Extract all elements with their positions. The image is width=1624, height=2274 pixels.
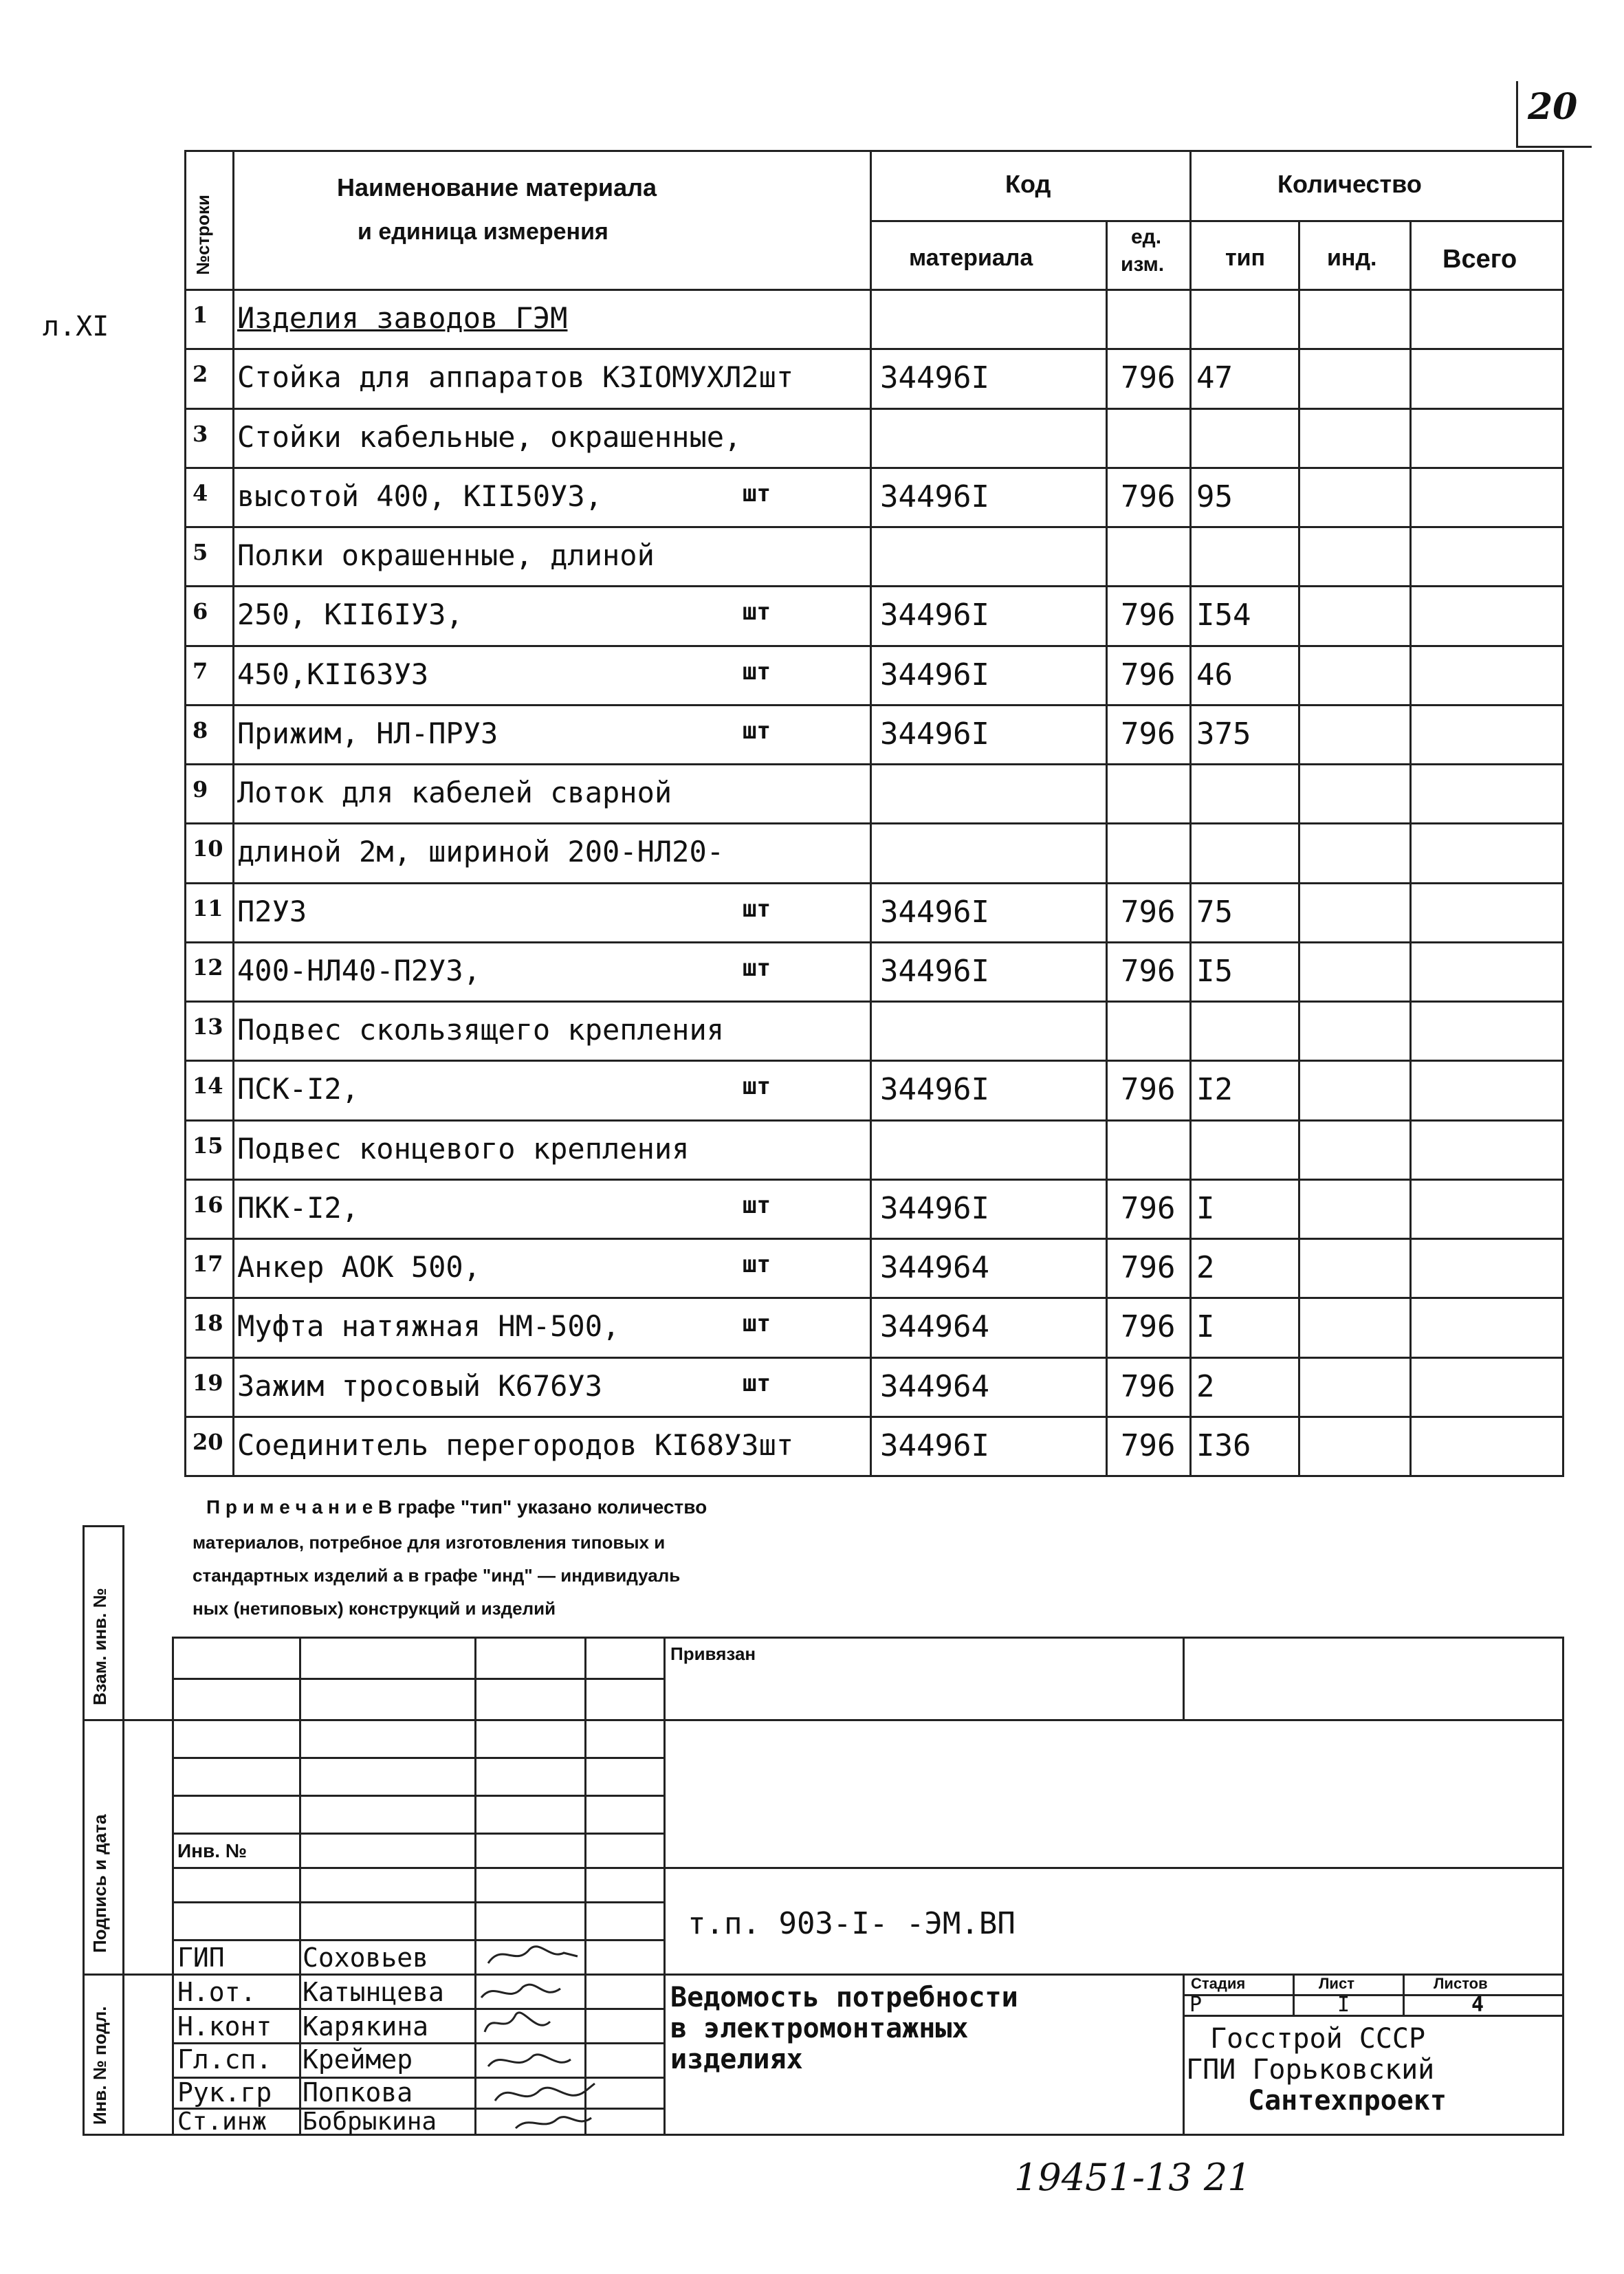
header-name-line1: Наименование материала: [337, 173, 657, 201]
side-strip-sep2: [83, 1974, 122, 1976]
role-1-name: Катынцева: [303, 1977, 444, 2007]
row-divider: [184, 1119, 1564, 1122]
header-code: Код: [1005, 170, 1051, 198]
row-name: высотой 400, КII50УЗ,: [237, 479, 603, 513]
header-row-no: №строки: [193, 195, 213, 275]
row-name: Подвес концевого крепления: [237, 1131, 690, 1166]
row-qty-type: 2: [1196, 1250, 1215, 1285]
row-unit-code: 796: [1121, 1190, 1176, 1226]
row-code: 344964: [880, 1250, 989, 1285]
row-number: 6: [193, 598, 208, 625]
row-code: 344964: [880, 1368, 989, 1404]
note-line3: стандартных изделий а в графе "инд" — индивидуаль: [193, 1565, 681, 1586]
left-mark: л.XI: [43, 311, 109, 342]
stamp-row-d: [172, 1795, 663, 1797]
row-unit: шт: [743, 657, 771, 686]
header-quantity: Количество: [1277, 170, 1422, 198]
row-number: 8: [193, 717, 208, 743]
row-number: 9: [193, 776, 208, 802]
corner-vline: [1516, 81, 1518, 146]
stamp-col-4: [663, 1637, 666, 2134]
bottom-handwriting: 19451-13 21: [1014, 2156, 1251, 2199]
row-name: Стойки кабельные, окрашенные,: [237, 419, 742, 454]
row-divider: [184, 645, 1564, 647]
row-divider: [184, 763, 1564, 765]
row-divider: [184, 941, 1564, 943]
stamp-top: [172, 1637, 1564, 1639]
row-divider: [184, 1238, 1564, 1240]
note-line4: ных (нетиповых) конструкций и изделий: [193, 1598, 556, 1619]
row-name: 250, КII6IУЗ,: [237, 598, 463, 632]
side-strip-right: [122, 1525, 124, 2134]
signature-4: [488, 2055, 571, 2066]
row-name: Стойка для аппаратов КЗIОМУХЛ2шт: [237, 360, 794, 395]
stamp-row-a: [172, 1678, 663, 1680]
row-number: 19: [193, 1369, 223, 1396]
row-unit-code: 796: [1121, 1309, 1176, 1345]
stamp-org-line2: ГПИ Горьковский: [1186, 2054, 1435, 2086]
note-line1: П р и м е ч а н и е В графе "тип" указано количество: [206, 1496, 707, 1518]
header-name-line2: и единица измерения: [358, 219, 608, 245]
stamp-row-f: [172, 1867, 1564, 1869]
signatures: [474, 1939, 663, 2134]
header-bottom: [184, 289, 1564, 291]
row-unit-code: 796: [1121, 1072, 1176, 1108]
stamp-stage-label: Стадия: [1191, 1975, 1246, 1992]
stamp-row-c: [172, 1757, 663, 1759]
row-name: 400-НЛ40-П2УЗ,: [237, 953, 481, 987]
stamp-privyazan: Привязан: [670, 1643, 756, 1664]
row-code: 34496I: [880, 1190, 989, 1226]
role-0-name: Соховьев: [303, 1943, 429, 1973]
signature-2: [481, 1985, 560, 1998]
row-number: 18: [193, 1310, 223, 1337]
role-5: Ст.инж: [177, 2108, 267, 2136]
row-number: 4: [193, 479, 208, 506]
stamp-sheet-label: Лист: [1319, 1975, 1354, 1992]
role-3: Гл.сп.: [177, 2044, 272, 2075]
stamp-title-line2: в электромонтажных: [670, 2013, 969, 2044]
row-qty-type: 46: [1196, 657, 1233, 692]
row-unit: шт: [743, 1251, 771, 1278]
row-qty-type: 375: [1196, 716, 1251, 752]
stamp-doc-code: т.п. 903-I- -ЭМ.ВП: [688, 1906, 1016, 1941]
row-code: 34496I: [880, 360, 989, 396]
side-strip-top: [83, 1525, 122, 1527]
side-strip-left: [83, 1525, 85, 2134]
row-name: П2УЗ: [237, 894, 307, 928]
row-divider: [184, 467, 1564, 469]
role-2-name: Карякина: [303, 2011, 429, 2042]
row-divider: [184, 882, 1564, 884]
row-unit: шт: [743, 1369, 771, 1397]
row-divider: [184, 585, 1564, 587]
header-code-unit-2: изм.: [1121, 253, 1165, 276]
row-divider: [184, 1475, 1564, 1477]
stamp-title-line3: изделиях: [670, 2044, 803, 2075]
row-name: Изделия заводов ГЭМ: [237, 301, 568, 335]
row-unit: шт: [743, 954, 771, 982]
row-unit-code: 796: [1121, 894, 1176, 930]
row-number: 7: [193, 657, 208, 684]
row-divider: [184, 822, 1564, 824]
row-divider: [184, 1179, 1564, 1181]
row-unit-code: 796: [1121, 1368, 1176, 1404]
row-number: 10: [193, 835, 223, 862]
stamp-sheet: I: [1337, 1993, 1350, 2017]
row-unit-code: 796: [1121, 360, 1176, 396]
role-0: ГИП: [177, 1943, 225, 1973]
row-unit: шт: [743, 1073, 771, 1101]
row-divider: [184, 1060, 1564, 1062]
row-qty-type: I5: [1196, 953, 1233, 989]
row-number: 12: [193, 954, 223, 981]
row-unit: шт: [743, 717, 771, 745]
signature-3: [485, 2013, 550, 2032]
stamp-row-g: [172, 1901, 663, 1903]
stamp-row-e: [172, 1833, 663, 1835]
row-code: 34496I: [880, 716, 989, 752]
row-unit: шт: [743, 479, 771, 507]
row-unit-code: 796: [1121, 657, 1176, 692]
row-number: 3: [193, 420, 208, 447]
row-unit: шт: [743, 598, 771, 626]
row-divider: [184, 1357, 1564, 1359]
row-name: Полки окрашенные, длиной: [237, 538, 655, 572]
stamp-inv-no: Инв. №: [177, 1840, 248, 1861]
header-code-unit-1: ед.: [1131, 226, 1162, 248]
stamp-stage-mid: [1183, 1994, 1564, 1996]
header-qty-total: Всего: [1442, 245, 1517, 274]
header-mid: [870, 220, 1564, 222]
stamp-title-line1: Ведомость потребности: [670, 1982, 1018, 2013]
stamp-stage: Р: [1189, 1993, 1203, 2017]
stamp-stage-bottom: [1183, 2015, 1564, 2017]
row-unit-code: 796: [1121, 716, 1176, 752]
row-name: Лоток для кабелей сварной: [237, 776, 672, 809]
row-divider: [184, 408, 1564, 410]
row-number: 1: [193, 302, 208, 328]
role-4-name: Попкова: [303, 2077, 413, 2108]
row-code: 34496I: [880, 479, 989, 514]
side-label-inv: Инв. № подл.: [89, 2006, 110, 2125]
stamp-row-b: [122, 1719, 663, 1721]
row-number: 15: [193, 1132, 223, 1159]
stamp-priv-bottom: [663, 1719, 1564, 1721]
row-number: 2: [193, 361, 208, 388]
role-1: Н.от.: [177, 1977, 256, 2007]
row-qty-type: 2: [1196, 1368, 1215, 1404]
row-number: 5: [193, 539, 208, 565]
row-unit-code: 796: [1121, 953, 1176, 989]
row-name: ПКК-I2,: [237, 1190, 360, 1225]
signature-1: [488, 1947, 578, 1963]
row-name: 450,КII63УЗ: [237, 657, 429, 691]
row-number: 11: [193, 895, 223, 921]
row-unit-code: 796: [1121, 1428, 1176, 1463]
row-name: Муфта натяжная НМ-500,: [237, 1309, 620, 1344]
row-name: Прижим, НЛ-ПРУЗ: [237, 716, 498, 750]
row-unit-code: 796: [1121, 1250, 1176, 1285]
row-code: 34496I: [880, 598, 989, 633]
row-unit: шт: [743, 895, 771, 923]
row-code: 344964: [880, 1309, 989, 1345]
stamp-sheets: 4: [1471, 1993, 1484, 2017]
row-qty-type: I: [1196, 1190, 1215, 1226]
row-number: 20: [193, 1428, 223, 1455]
row-name: Подвес скользящего крепления: [237, 1013, 725, 1047]
role-5-name: Бобрыкина: [303, 2108, 437, 2136]
sheet-number: 20: [1528, 86, 1578, 128]
row-qty-type: I2: [1196, 1072, 1233, 1108]
stamp-org-line3: Сантехпроект: [1248, 2085, 1447, 2117]
side-label-vzam: Взам. инв. №: [89, 1588, 110, 1705]
header-code-material: материала: [909, 245, 1033, 271]
stamp-sheets-label: Листов: [1434, 1975, 1488, 1992]
row-code: 34496I: [880, 894, 989, 930]
row-number: 17: [193, 1251, 223, 1277]
stamp-right-border: [1562, 1637, 1564, 2134]
row-name: Анкер АОК 500,: [237, 1250, 481, 1284]
header-qty-type: тип: [1225, 245, 1266, 271]
row-number: 14: [193, 1073, 223, 1100]
row-divider: [184, 1416, 1564, 1418]
table-top: [184, 150, 1564, 152]
row-number: 16: [193, 1191, 223, 1218]
row-unit: шт: [743, 1310, 771, 1338]
stamp-left-border: [172, 1637, 174, 2134]
side-label-podpis: Подпись и дата: [89, 1814, 110, 1953]
corner-hline: [1516, 146, 1592, 148]
row-name: Соединитель перегородов КI68УЗшт: [237, 1428, 794, 1462]
row-qty-type: I: [1196, 1309, 1215, 1345]
row-code: 34496I: [880, 1072, 989, 1108]
row-unit-code: 796: [1121, 479, 1176, 514]
row-divider: [184, 526, 1564, 528]
row-qty-type: 47: [1196, 360, 1233, 396]
role-3-name: Креймер: [303, 2044, 413, 2075]
row-number: 13: [193, 1014, 223, 1040]
stamp-col-stage: [1183, 1974, 1185, 2134]
row-unit-code: 796: [1121, 598, 1176, 633]
row-qty-type: 75: [1196, 894, 1233, 930]
row-code: 34496I: [880, 657, 989, 692]
stamp-org-line1: Госстрой СССР: [1210, 2023, 1426, 2055]
signature-5: [495, 2084, 595, 2101]
side-strip-sep1: [83, 1719, 122, 1721]
row-divider: [184, 1001, 1564, 1003]
row-name: ПСК-I2,: [237, 1072, 360, 1106]
role-2: Н.конт: [177, 2011, 272, 2042]
row-code: 34496I: [880, 1428, 989, 1463]
row-code: 34496I: [880, 953, 989, 989]
note-line2: материалов, потребное для изготовления типовых и: [193, 1532, 666, 1553]
stamp-col-5: [1183, 1637, 1185, 1719]
row-divider: [184, 348, 1564, 350]
row-qty-type: I54: [1196, 598, 1251, 633]
role-4: Рук.гр: [177, 2077, 272, 2108]
stamp-col-1: [299, 1637, 301, 2134]
row-divider: [184, 704, 1564, 706]
row-name: Зажим тросовый К676УЗ: [237, 1368, 603, 1403]
row-name: длиной 2м, шириной 200-НЛ20-: [237, 835, 725, 869]
row-qty-type: 95: [1196, 479, 1233, 514]
signature-6: [516, 2117, 591, 2128]
row-unit: шт: [743, 1191, 771, 1219]
row-qty-type: I36: [1196, 1428, 1251, 1463]
header-qty-ind: инд.: [1327, 245, 1377, 271]
row-divider: [184, 1297, 1564, 1299]
